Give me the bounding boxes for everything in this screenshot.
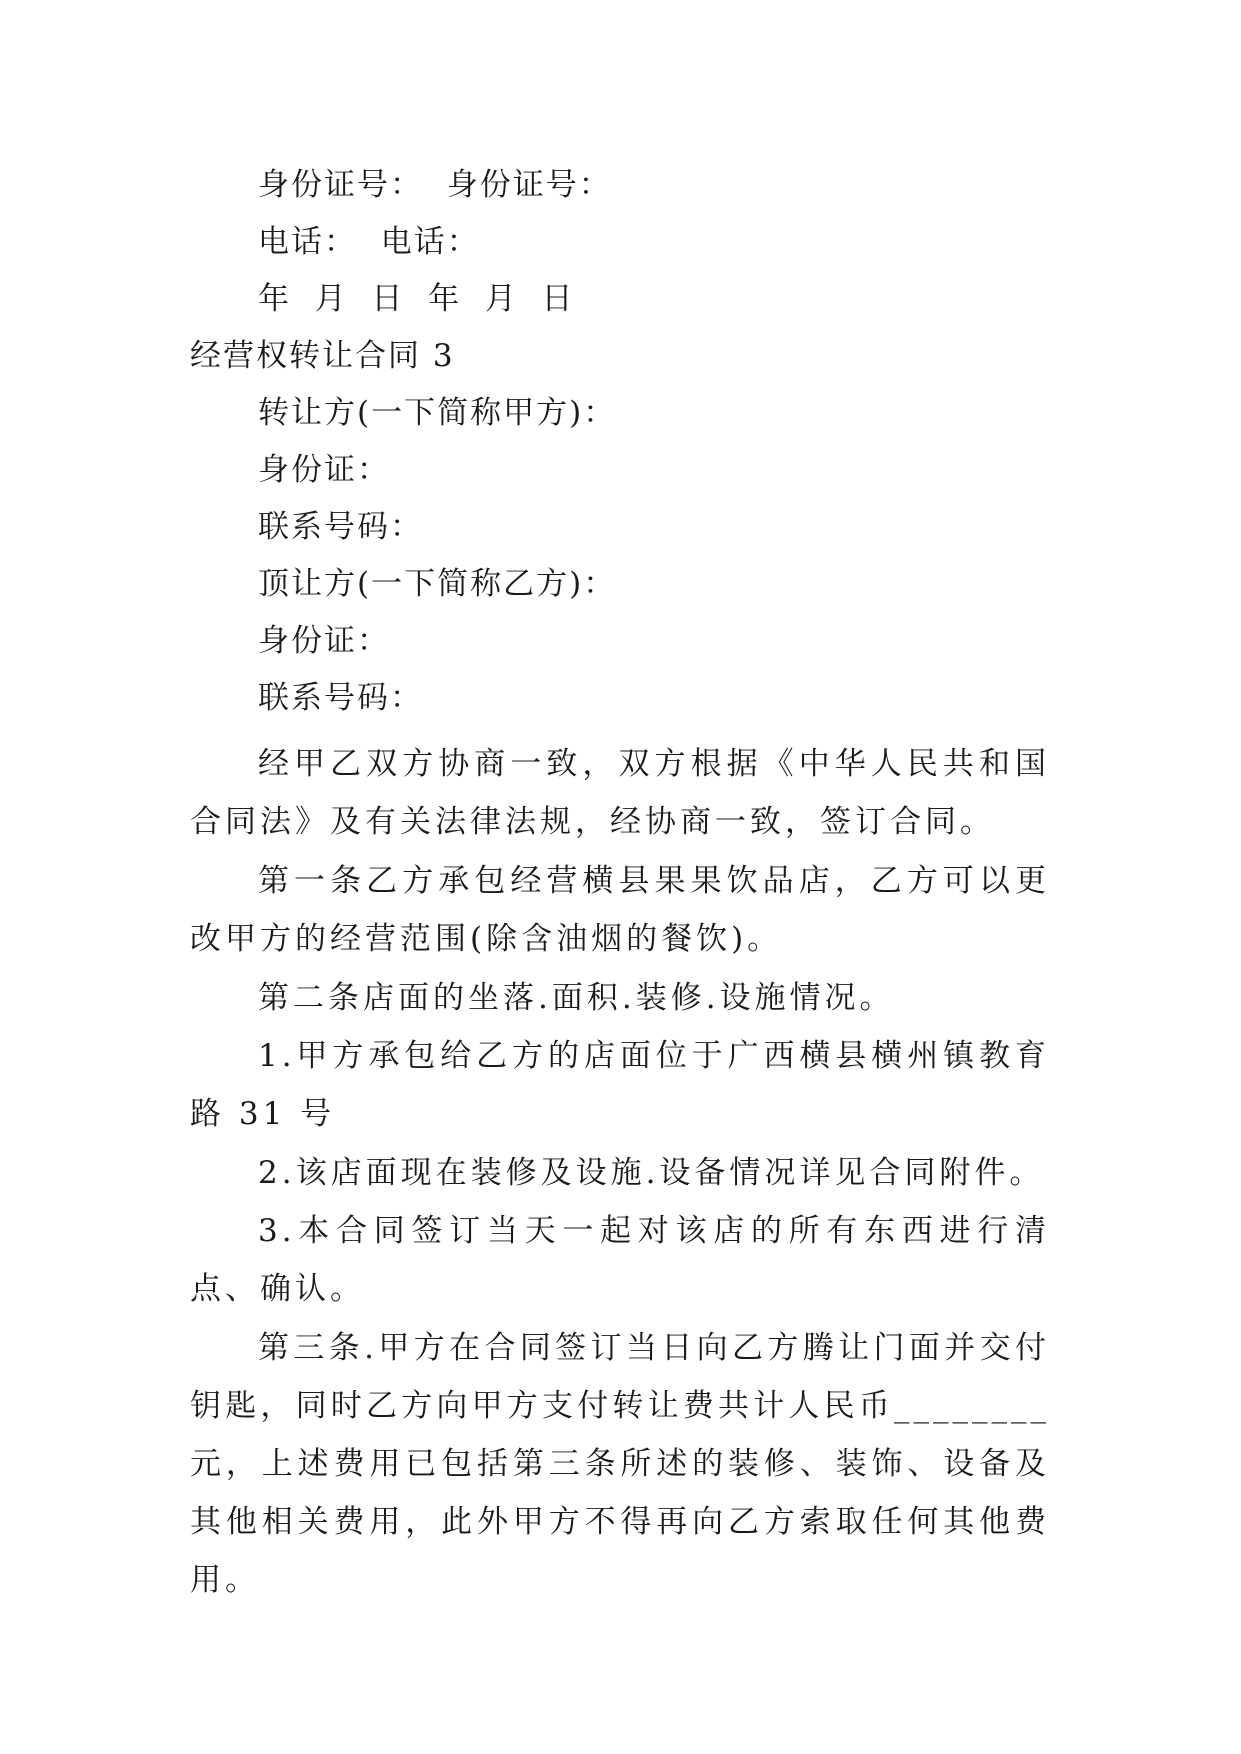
transferor-line: 转让方(一下简称甲方)： (258, 395, 617, 431)
contract-title: 经营权转让合同 3 (190, 338, 455, 374)
paragraph-item-3: 3.本合同签订当天一起对该店的所有东西进行清点、确认。 (190, 1213, 1050, 1307)
transferor-phone-line: 联系号码： (258, 509, 423, 545)
paragraph-item-2: 2.该店面现在装修及设施.设备情况详见合同附件。 (258, 1155, 1045, 1191)
paragraph-article-3: 第三条.甲方在合同签订当日向乙方腾让门面并交付钥匙，同时乙方向甲方支付转让费共计人民币________元，上述费用已包括第三条所述的装修、装饰、设备及其他相关费用，此外甲方不得再向乙方索取任何其他费用。 (190, 1330, 1050, 1598)
phone-line: 电话： 电话： (258, 224, 480, 260)
transferee-line: 顶让方(一下简称乙方)： (258, 566, 617, 602)
date-line: 年 月 日 年 月 日 (258, 281, 575, 317)
paragraph-article-2: 第二条店面的坐落.面积.装修.设施情况。 (258, 980, 895, 1016)
paragraph-agreement: 经甲乙双方协商一致，双方根据《中华人民共和国合同法》及有关法律法规，经协商一致，签订合同。 (190, 746, 1050, 840)
id-number-line: 身份证号： 身份证号： (258, 167, 612, 203)
transferee-id-line: 身份证： (258, 623, 390, 659)
paragraph-item-1: 1.甲方承包给乙方的店面位于广西横县横州镇教育路 31 号 (190, 1038, 1050, 1132)
paragraph-article-1: 第一条乙方承包经营横县果果饮品店，乙方可以更改甲方的经营范围(除含油烟的餐饮)。 (190, 863, 1050, 957)
transferor-id-line: 身份证： (258, 452, 390, 488)
transferee-phone-line: 联系号码： (258, 680, 423, 716)
